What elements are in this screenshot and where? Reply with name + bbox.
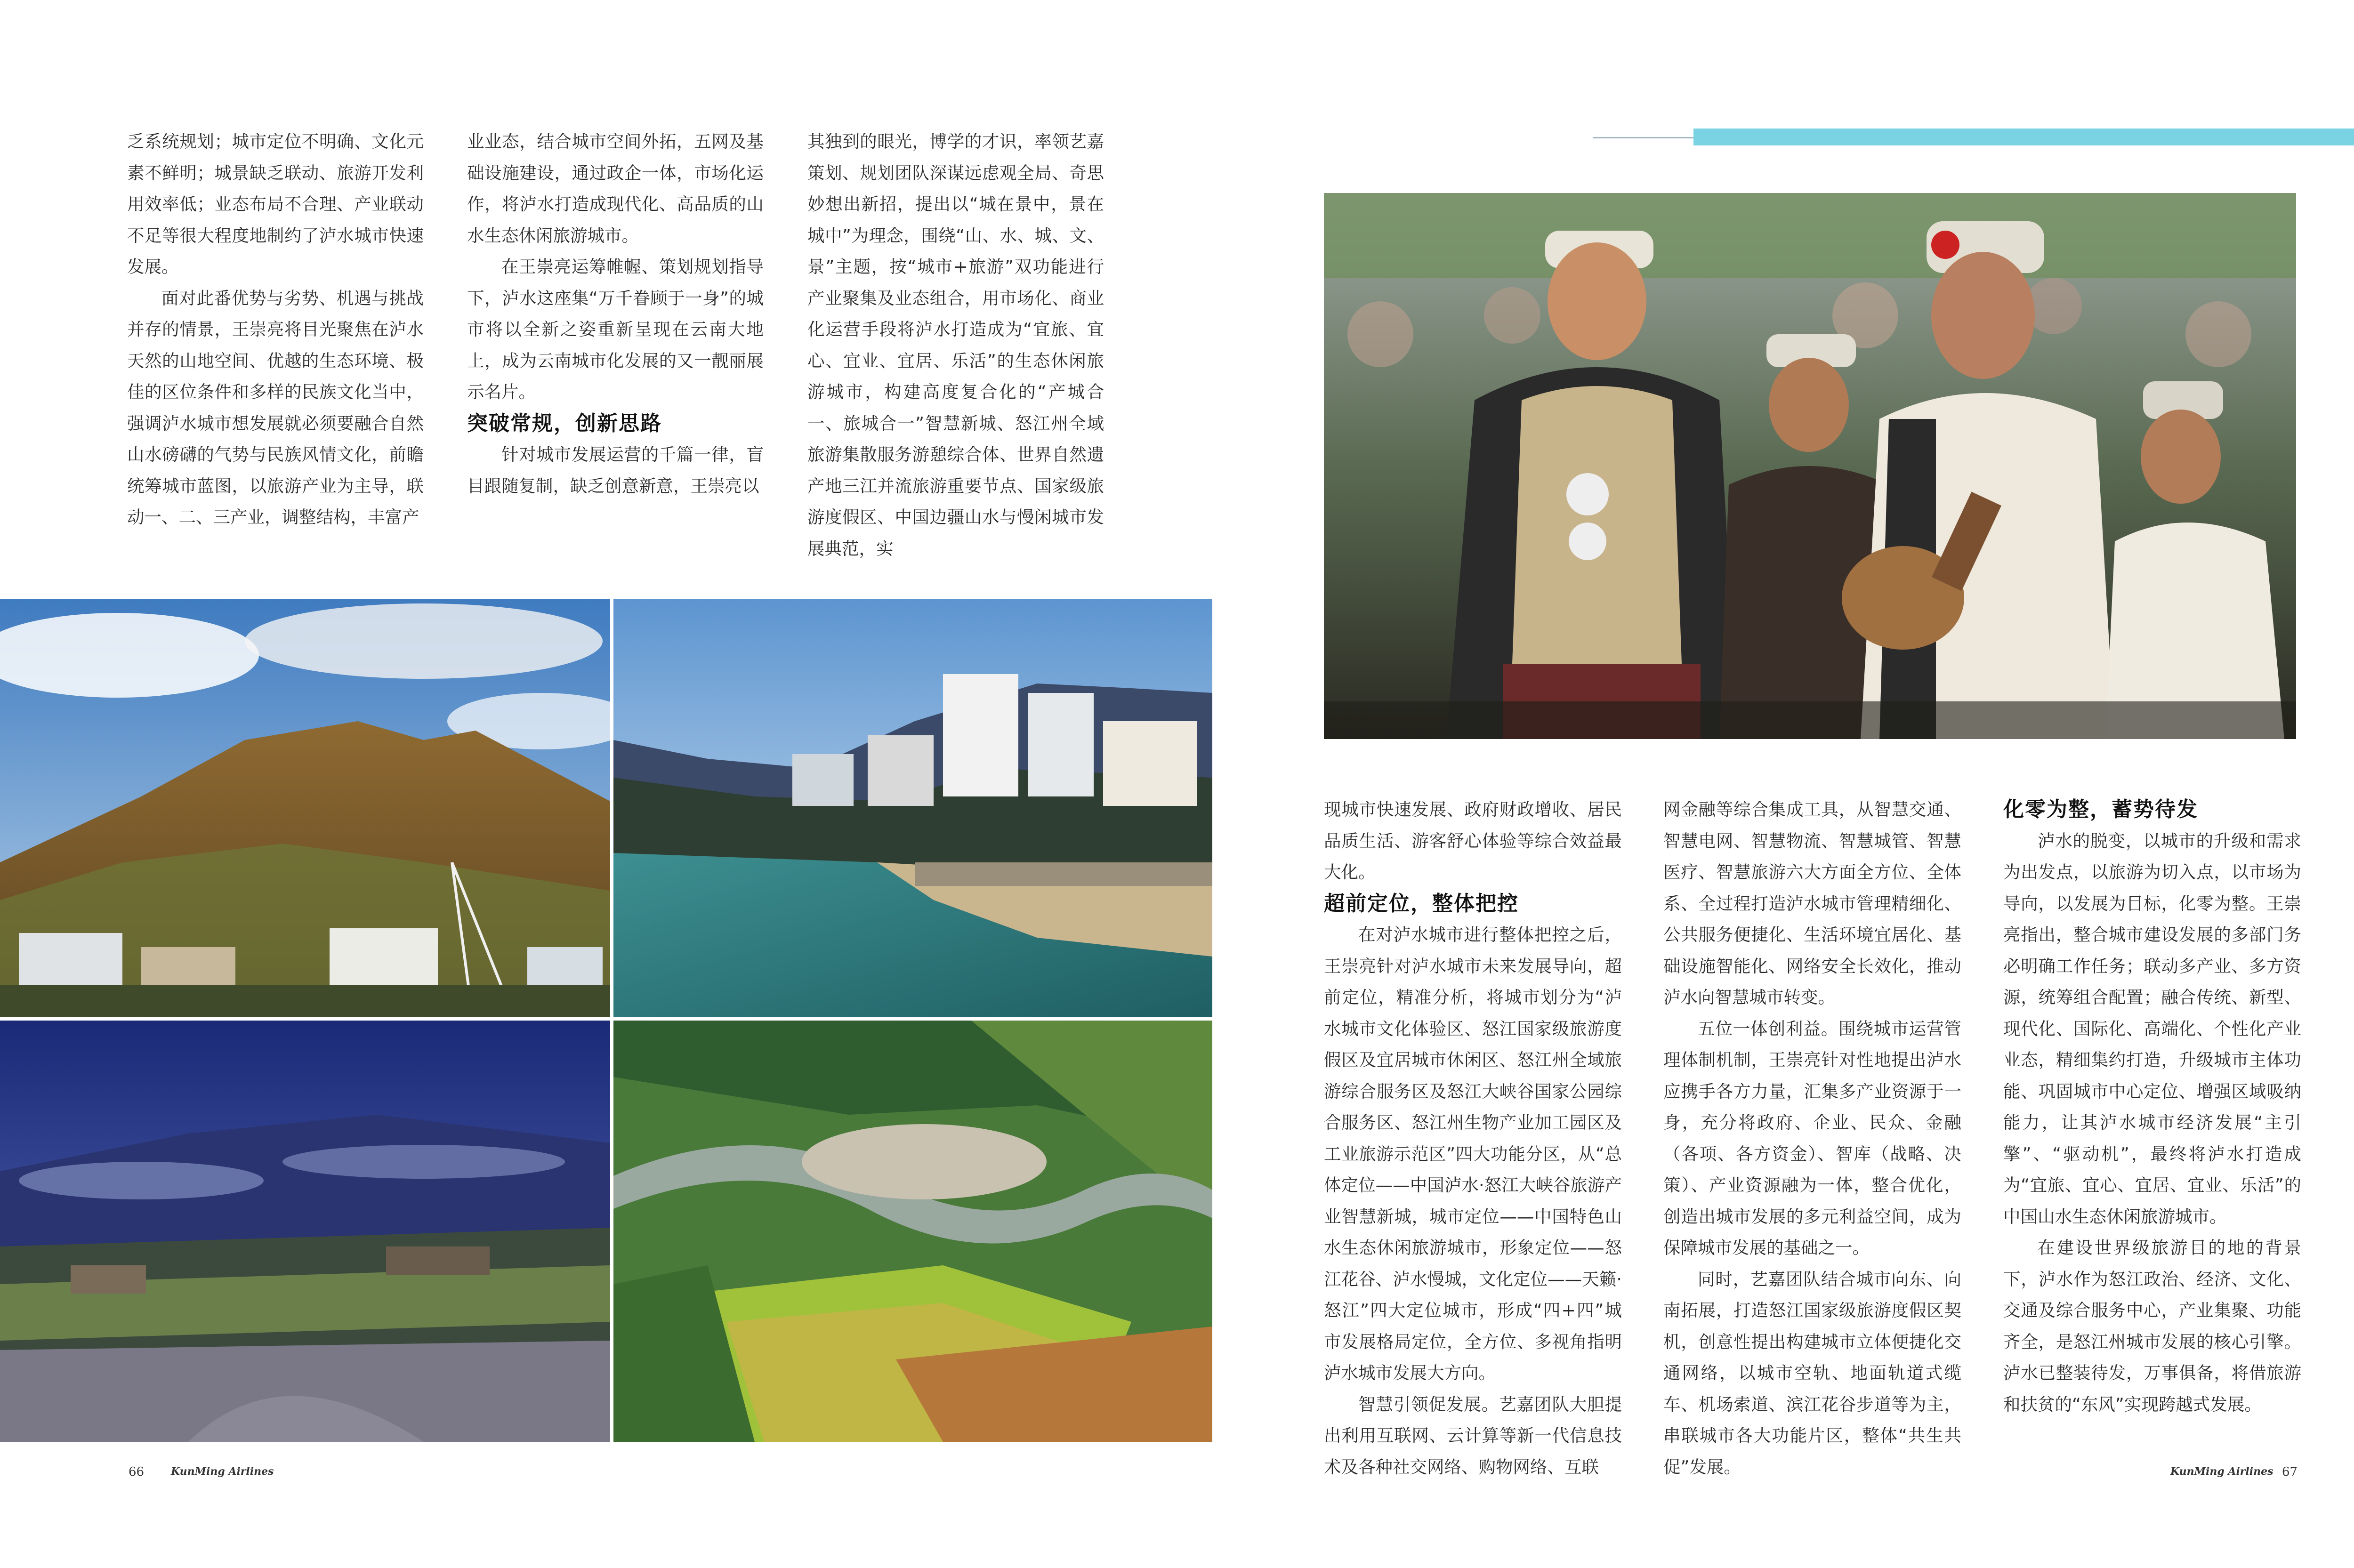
paragraph: 智慧引领促发展。艺嘉团队大胆提出利用互联网、云计算等新一代信息技术及各种社交网络、购物网络、互联 xyxy=(1324,1394,1622,1477)
paragraph: 五位一体创利益。围绕城市运营管理体制机制，王崇亮针对性地提出泸水应携手各方力量，汇集多产业资源于一身，充分将政府、企业、民众、金融（各项、各方资金）、智库（战略、决策）、产业资源融为一体，整合优化，创造出城市发展的多元利益空间，成为保障城市发展的基础之一。 xyxy=(1663,1018,1961,1258)
left-column-2 xyxy=(467,126,764,502)
page-number-left: 66 xyxy=(129,1465,145,1479)
decorative-accent-bar xyxy=(1693,129,2354,145)
river-town-photo xyxy=(613,599,1212,1017)
left-column-1 xyxy=(127,126,424,533)
paragraph: 其独到的眼光，博学的才识，率领艺嘉策划、规划团队深谋远虑观全局、奇思妙想出新招，提出以“城在景中，景在城中”为理念，围绕“山、水、城、文、景”主题，按“城市+旅游”双功能进行产业聚集及业态组合，用市场化、商业化运营手段将泸水打造成为“宜旅、宜心、宜业、宜居、乐活”的生态休闲旅游城市，构建高度复合化的“产城合一、旅城合一”智慧新城、怒江州全域旅游集散服务游憩综合体、世界自然遗产地三江并流旅游重要节点、国家级旅游度假区、中国边疆山水与慢闲城市发展典范，实 xyxy=(807,131,1104,559)
ethnic-dancers-photo xyxy=(1324,193,2296,739)
paragraph: 在建设世界级旅游目的地的背景下，泸水作为怒江政治、经济、文化、交通及综合服务中心，产业集聚、功能齐全，是怒江州城市发展的核心引擎。泸水已整装待发，万事俱备，将借旅游和扶贫的“东风”实现跨越式发展。 xyxy=(2003,1238,2301,1415)
paragraph: 同时，艺嘉团队结合城市向东、向南拓展，打造怒江国家级旅游度假区契机，创意性提出构建城市立体便捷化交通网络，以城市空轨、地面轨道式缆车、机场索道、滨江花谷步道等为主，串联城市各大功能片区，整体“共生共促”发展。 xyxy=(1663,1269,1961,1477)
paragraph: 业业态，结合城市空间外拓，五网及基础设施建设，通过政企一体，市场化运作，将泸水打造成现代化、高品质的山水生态休闲旅游城市。 xyxy=(467,131,764,246)
section-heading: 超前定位，整体把控 xyxy=(1324,891,1519,916)
paragraph: 泸水的脱变，以城市的升级和需求为出发点，以旅游为切入点，以市场为导向，以发展为目标，化零为整。王崇亮指出，整合城市建设发展的多部门务必明确工作任务；联动多产业、多方资源，统筹组合配置；融合传统、新型、现代化、国际化、高端化、个性化产业业态，精细集约打造，升级城市主体功能、巩固城市中心定位、增强区域吸纳能力，让其泸水城市经济发展“主引擎”、“驱动机”，最终将泸水打造成为“宜旅、宜心、宜居、宜业、乐活”的中国山水生态休闲旅游城市。 xyxy=(2003,830,2301,1227)
valley-fields-photo xyxy=(613,1021,1212,1442)
village-dusk-photo xyxy=(0,1021,610,1442)
left-column-3 xyxy=(807,126,1104,564)
right-column-1 xyxy=(1324,794,1622,1483)
paragraph: 在王崇亮运筹帷幄、策划规划指导下，泸水这座集“万千眷顾于一身”的城市将以全新之姿重新呈现在云南大地上，成为云南城市化发展的又一靓丽展示名片。 xyxy=(467,257,764,402)
paragraph: 面对此番优势与劣势、机遇与挑战并存的情景，王崇亮将目光聚焦在泸水天然的山地空间、优越的生态环境、极佳的区位条件和多样的民族文化当中，强调泸水城市想发展就必须要融合自然山水磅礴的气势与民族风情文化，前瞻统筹城市蓝图，以旅游产业为主导，联动一、二、三产业，调整结构，丰富产 xyxy=(127,288,424,527)
paragraph: 乏系统规划；城市定位不明确、文化元素不鲜明；城景缺乏联动、旅游开发利用效率低；业态布局不合理、产业联动不足等很大程度地制约了泸水城市快速发展。 xyxy=(127,131,424,277)
paragraph: 现城市快速发展、政府财政增收、居民品质生活、游客舒心体验等综合效益最大化。 xyxy=(1324,799,1622,882)
brand-footer-left: KunMing Airlines xyxy=(171,1465,274,1478)
paragraph: 针对城市发展运营的千篇一律，盲目跟随复制，缺乏创意新意，王崇亮以 xyxy=(467,444,764,496)
right-column-2 xyxy=(1663,794,1961,1483)
mountain-photo xyxy=(0,599,610,1017)
paragraph: 网金融等综合集成工具，从智慧交通、智慧电网、智慧物流、智慧城管、智慧医疗、智慧旅游六大方面全方位、全体系、全过程打造泸水城市管理精细化、公共服务便捷化、生活环境宜居化、基础设施智能化、网络安全长效化，推动泸水向智慧城市转变。 xyxy=(1663,799,1961,1007)
paragraph: 在对泸水城市进行整体把控之后，王崇亮针对泸水城市未来发展导向，超前定位，精准分析，将城市划分为“泸水城市文化体验区、怒江国家级旅游度假区及宜居城市休闲区、怒江州全域旅游综合服务区及怒江大峡谷国家公园综合服务区、怒江州生物产业加工园区及工业旅游示范区”四大功能分区，从“总体定位——中国泸水·怒江大峡谷旅游产业智慧新城，城市定位——中国特色山水生态休闲旅游城市，形象定位——怒江花谷、泸水慢城，文化定位——天籁·怒江”四大定位城市，形成“四+四”城市发展格局定位，全方位、多视角指明泸水城市发展大方向。 xyxy=(1324,925,1622,1383)
right-column-3 xyxy=(2003,794,2301,1420)
section-heading: 突破常规，创新思路 xyxy=(467,411,662,435)
section-heading: 化零为整，蓄势待发 xyxy=(2003,797,2198,821)
page-number-right: 67 xyxy=(2282,1465,2298,1479)
brand-footer-right: KunMing Airlines xyxy=(2170,1465,2273,1478)
